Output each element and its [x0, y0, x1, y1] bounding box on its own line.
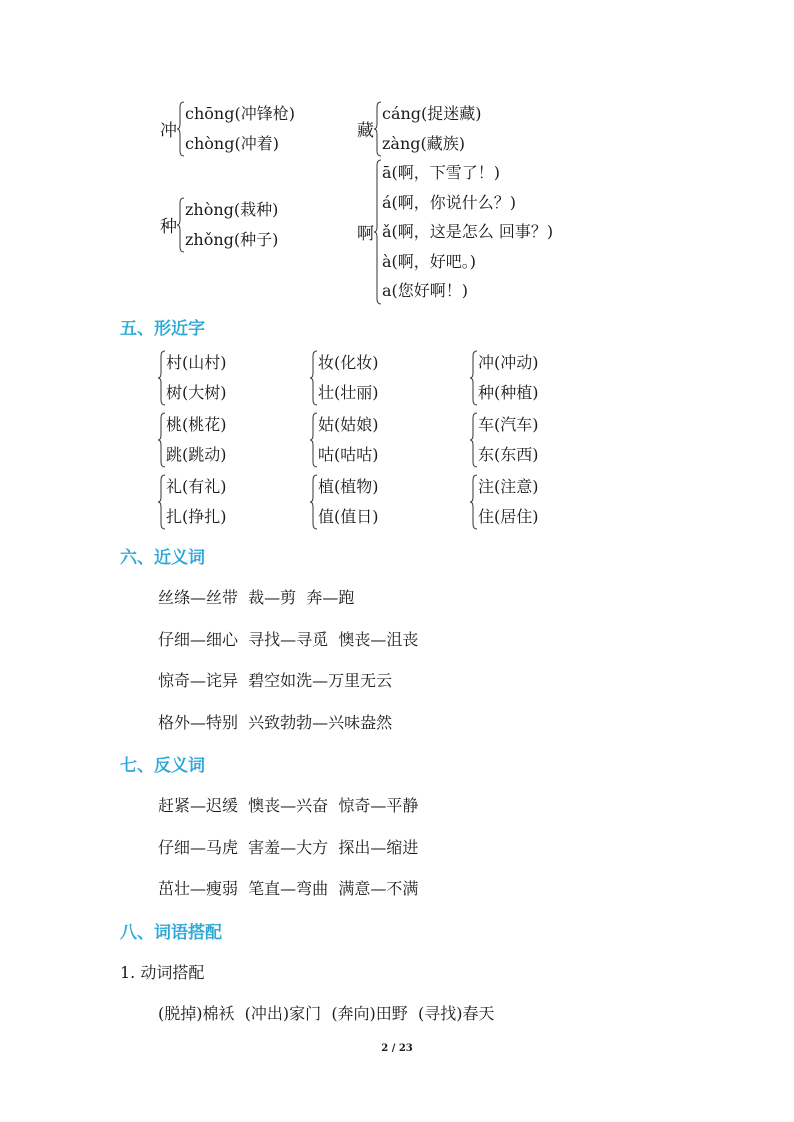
polyphone-reading: zhòng(栽种): [185, 200, 279, 219]
similar-char-pair: [310, 472, 379, 531]
brace-icon: [374, 101, 382, 157]
similar-char: 树(大树): [166, 382, 227, 402]
similar-char-pair: [470, 410, 539, 469]
synonym-line: 惊奇—诧异 碧空如洗—万里无云: [158, 671, 393, 690]
polyphone-reading: chòng(冲着): [185, 133, 279, 153]
similar-char: 姑(姑娘): [318, 415, 379, 434]
similar-char: 注(注意): [478, 477, 539, 496]
brace-icon: [470, 412, 478, 468]
similar-char: 植(植物): [318, 477, 379, 496]
similar-char-pair: [470, 348, 539, 407]
antonym-line: 茁壮—瘦弱 笔直—弯曲 满意—不满: [158, 879, 419, 898]
similar-char: 妆(化妆): [318, 353, 379, 372]
brace-icon: [310, 474, 318, 530]
brace-icon: [158, 474, 166, 530]
similar-char: 礼(有礼): [166, 477, 227, 496]
polyphone-reading: chōng(冲锋枪): [185, 104, 295, 123]
similar-char-pair: [470, 472, 539, 531]
polyphone-reading: á(啊，你说什么？): [382, 192, 517, 212]
collocation-line: (脱掉)棉袄 (冲出)家门 (奔向)田野 (寻找)春天: [158, 1004, 495, 1023]
similar-char-pair: [310, 410, 379, 469]
similar-char: 车(汽车): [478, 415, 539, 434]
antonym-line: 赶紧—迟缓 懊丧—兴奋 惊奇—平静: [158, 796, 419, 815]
polyphone-reading: a(您好啊！): [382, 281, 469, 300]
polyphone-reading: à(啊，好吧。): [382, 251, 477, 271]
similar-char: 东(东西): [478, 444, 539, 464]
brace-icon: [177, 197, 185, 253]
synonym-line: 丝绦—丝带 裁—剪 奔—跑: [158, 588, 355, 607]
polyphone-a: [357, 158, 553, 306]
polyphone-chong: [160, 99, 295, 158]
section-heading: 六、近义词: [120, 548, 205, 568]
brace-icon: [470, 474, 478, 530]
similar-char: 村(山村): [166, 353, 227, 372]
similar-char: 扎(挣扎): [166, 506, 227, 526]
similar-char-pair: [158, 348, 227, 407]
similar-char-pair: [158, 410, 227, 469]
polyphone-char: 藏: [357, 121, 374, 141]
similar-char: 桃(桃花): [166, 415, 227, 434]
subsection-title: 1. 动词搭配: [120, 963, 205, 982]
section-heading: 五、形近字: [120, 319, 205, 339]
similar-char: 种(种植): [478, 382, 539, 402]
polyphone-zhong: [160, 195, 278, 254]
polyphone-reading: zàng(藏族): [382, 133, 466, 153]
page-number: 2 / 23: [381, 1043, 413, 1054]
similar-char: 咕(咕咕): [318, 444, 379, 464]
brace-icon: [158, 350, 166, 406]
brace-icon: [310, 412, 318, 468]
section-heading: 八、词语搭配: [120, 923, 222, 943]
similar-char: 冲(冲动): [478, 353, 539, 372]
similar-char: 跳(跳动): [166, 444, 227, 464]
brace-icon: [374, 159, 382, 305]
polyphone-reading: cáng(捉迷藏): [382, 104, 482, 123]
polyphone-reading: ā(啊，下雪了！): [382, 163, 501, 182]
polyphone-reading: zhǒng(种子): [185, 229, 279, 249]
similar-char-pair: [158, 472, 227, 531]
similar-char: 值(值日): [318, 506, 379, 526]
similar-char: 壮(壮丽): [318, 382, 379, 402]
polyphone-cang: [357, 99, 482, 158]
similar-char: 住(居住): [478, 506, 539, 526]
brace-icon: [470, 350, 478, 406]
brace-icon: [158, 412, 166, 468]
brace-icon: [310, 350, 318, 406]
section-heading: 七、反义词: [120, 756, 205, 776]
polyphone-char: 啊: [357, 224, 374, 245]
brace-icon: [177, 101, 185, 157]
synonym-line: 仔细—细心 寻找—寻觅 懊丧—沮丧: [158, 630, 419, 649]
antonym-line: 仔细—马虎 害羞—大方 探出—缩进: [158, 838, 419, 857]
polyphone-char: 种: [160, 217, 177, 237]
polyphone-char: 冲: [160, 121, 177, 141]
similar-char-pair: [310, 348, 379, 407]
synonym-line: 格外—特别 兴致勃勃—兴味盎然: [158, 713, 393, 732]
polyphone-reading: ǎ(啊，这是怎么 回事？): [382, 222, 554, 241]
